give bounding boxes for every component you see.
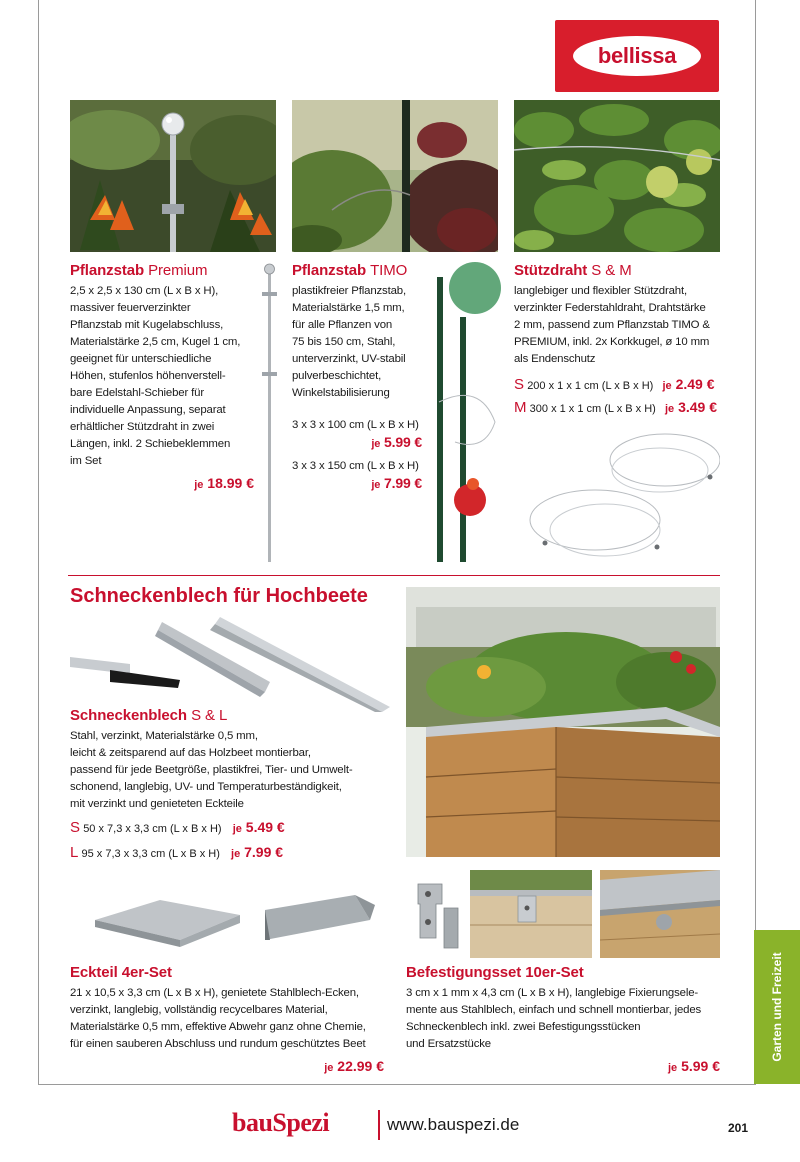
timo-size-1: 3 x 3 x 100 cm (L x B x H) je 5.99 €: [292, 419, 422, 450]
section-title: Schneckenblech für Hochbeete: [70, 585, 368, 607]
pflanzstab-premium-price: je 18.99 €: [194, 475, 254, 491]
stuetzdraht-size-m: M 300 x 1 x 1 cm (L x B x H) je 3.49 €: [514, 399, 717, 416]
befestigung-photo-1: [470, 870, 592, 958]
pflanzstab-timo-description: plastikfreier Pflanzstab, Materialstärke 1,5 mm, für alle Pflanzen von 75 bis 150 cm, Stahl, unterverzinkt, UV-stabil pulverbeschichtet, Winkelstabilisierung: [292, 285, 407, 399]
footer-url[interactable]: www.bauspezi.de: [387, 1115, 520, 1134]
stuetzdraht-size-s: S 200 x 1 x 1 cm (L x B x H) je 2.49 €: [514, 376, 715, 393]
page-number: 201: [728, 1121, 749, 1135]
bauspezi-logo: bauSpezi: [232, 1108, 330, 1137]
pflanzstab-timo-photo: [292, 100, 498, 252]
pflanzstab-premium-photo: [70, 100, 276, 252]
eckteil-illustration: [90, 885, 380, 955]
befestigung-price: je 5.99 €: [667, 1058, 720, 1074]
schneckenblech-size-l: L 95 x 7,3 x 3,3 cm (L x B x H) je 7.99 €: [70, 844, 284, 861]
category-side-tab: Garten und Freizeit: [754, 930, 800, 1084]
befestigung-illustration-parts: [406, 878, 464, 954]
timo-size-2: 3 x 3 x 150 cm (L x B x H) je 7.99 €: [292, 460, 422, 491]
schneckenblech-size-s: S 50 x 7,3 x 3,3 cm (L x B x H) je 5.49 €: [70, 819, 285, 836]
eckteil-title: Eckteil 4er-Set: [70, 964, 172, 981]
befestigung-title: Befestigungsset 10er-Set: [406, 964, 584, 981]
stuetzdraht-description: langlebiger und flexibler Stützdraht, verzinkter Federstahldraht, Drahtstärke 2 mm, passend zum Pflanzstab TIMO & PREMIUM, inkl. 2x Korkkugel, ø 10 mm als Endenschutz: [514, 285, 710, 365]
pflanzstab-timo-title: Pflanzstab TIMO: [292, 262, 408, 279]
eckteil-price: je 22.99 €: [324, 1058, 384, 1074]
schneckenblech-description: Stahl, verzinkt, Materialstärke 0,5 mm, leicht & zeitsparend auf das Holzbeet montierbar, passend für jede Beetgröße, plastikfrei, Tier- und Umwelt- schonend, langlebig, UV- und Temperaturbeständigkeit, mit verzinkt und genieteten Eckteile: [70, 730, 353, 810]
schneckenblech-title: Schneckenblech S & L: [70, 707, 228, 724]
hochbeet-photo: [406, 587, 720, 857]
pflanzstab-premium-description: 2,5 x 2,5 x 130 cm (L x B x H), massiver feuerverzinkter Pflanzstab mit Kugelabschluss, Materialstärke 2,5 cm, Kugel 1 cm, geeignet für unterschiedliche Höhen, stufenlos höhenverstell- bare Edelstahl-Schieber für individuelle Anpassung, separat erhältlicher Stützdraht in zwei Längen, inkl. 2 Schiebeklemmen im Set: [70, 285, 241, 467]
wire-coils-illustration: [525, 425, 720, 565]
footer-separator: [378, 1110, 380, 1140]
befestigung-description: 3 cm x 1 mm x 4,3 cm (L x B x H), langlebige Fixierungsele- mente aus Stahlblech, einfach und schnell montierbar, jedes Schneckenblech inkl. zwei Befestigungsstücken und Ersatzstücke: [406, 987, 702, 1050]
premium-rod-illustration: [258, 262, 282, 562]
befestigung-photo-2: [600, 870, 720, 958]
stuetzdraht-photo: [514, 100, 720, 252]
timo-stakes-illustration: [425, 262, 505, 567]
bellissa-logo: bellissa: [555, 20, 719, 92]
pflanzstab-premium-title: Pflanzstab Premium: [70, 262, 208, 279]
eckteil-description: 21 x 10,5 x 3,3 cm (L x B x H), genietete Stahlblech-Ecken, verzinkt, langlebig, vollständig recycelbares Material, Materialstärke 0,5 mm, effektive Abwehr ganz ohne Chemie, für einen sauberen Abschluss und rundum geschütztes Beet: [70, 987, 366, 1050]
section-divider: [68, 575, 720, 576]
stuetzdraht-title: Stützdraht S & M: [514, 262, 632, 279]
schneckenblech-illustration: [70, 612, 395, 712]
